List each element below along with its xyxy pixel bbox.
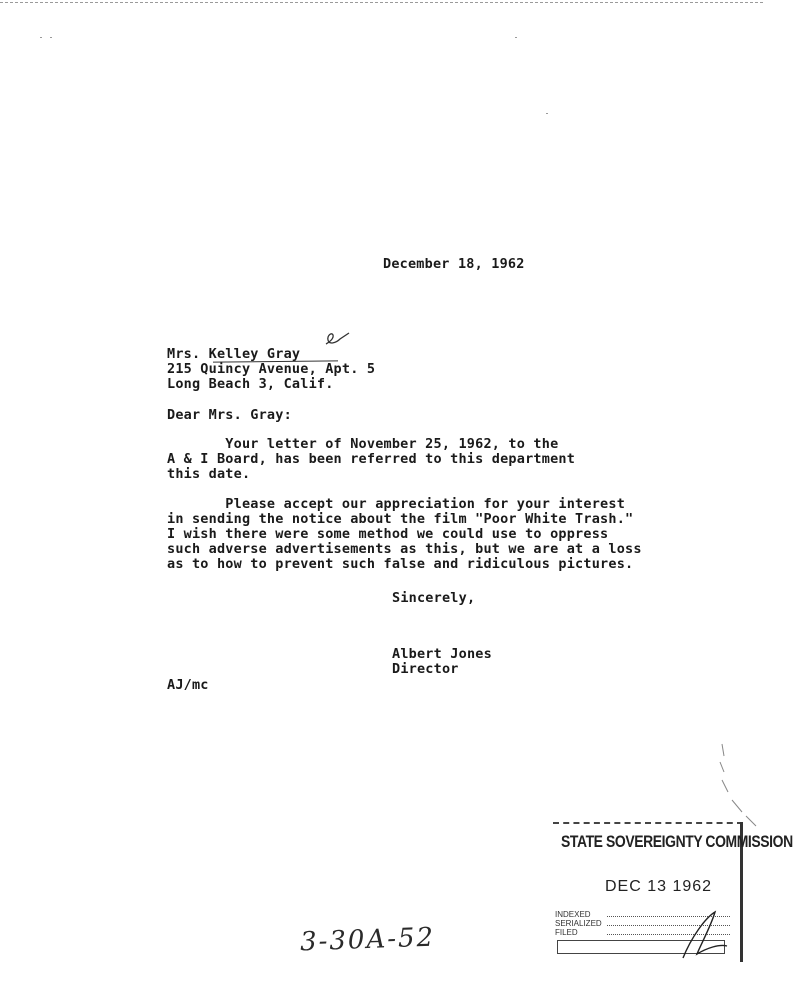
scan-speck — [50, 37, 52, 38]
stamp-frame — [553, 822, 743, 824]
margin-pencil-marks — [712, 742, 762, 832]
reference-initials: AJ/mc — [167, 677, 209, 693]
stamp-handwritten-initials — [671, 908, 731, 962]
salutation: Dear Mrs. Gray: — [167, 407, 292, 423]
stamp-field-filed: FILED — [555, 928, 730, 937]
body-line: A & I Board, has been referred to this department — [167, 451, 576, 467]
signer-name: Albert Jones — [392, 646, 492, 662]
handwritten-file-number: 3-30A-52 — [299, 922, 436, 958]
scan-speck — [515, 37, 517, 38]
body-line: such adverse advertisements as this, but we are at a loss — [167, 541, 642, 557]
scan-speck — [40, 37, 42, 38]
recipient-city: Long Beach 3, Calif. — [167, 376, 334, 392]
signer-title: Director — [392, 661, 459, 677]
body-line: Please accept our appreciation for your interest — [167, 496, 626, 512]
stamp-field-serialized: SERIALIZED — [555, 919, 730, 928]
stamp-field-indexed: INDEXED — [555, 910, 730, 919]
recipient-address — [167, 347, 375, 392]
body-line: Your letter of November 25, 1962, to the — [167, 436, 559, 452]
top-dashed-edge — [0, 2, 763, 3]
stamp-date: DEC 13 1962 — [605, 878, 713, 895]
body-line: I wish there were some method we could use to oppress — [167, 526, 609, 542]
body-line: this date. — [167, 466, 251, 482]
handwritten-e-mark — [322, 329, 352, 349]
letter-body — [167, 437, 642, 572]
signature-block — [392, 647, 492, 677]
body-line: in sending the notice about the film "Poor White Trash." — [167, 511, 634, 527]
received-stamp — [553, 822, 793, 962]
recipient-name: Mrs. Kelley Gray — [167, 346, 301, 362]
closing: Sincerely, — [392, 590, 476, 606]
letter-date: December 18, 1962 — [383, 256, 525, 272]
scan-speck — [546, 113, 548, 114]
body-line: as to how to prevent such false and ridiculous pictures. — [167, 556, 634, 572]
stamp-title: STATE SOVEREIGNTY COMMISSION — [561, 832, 793, 851]
recipient-street: 215 Quincy Avenue, Apt. 5 — [167, 361, 376, 377]
